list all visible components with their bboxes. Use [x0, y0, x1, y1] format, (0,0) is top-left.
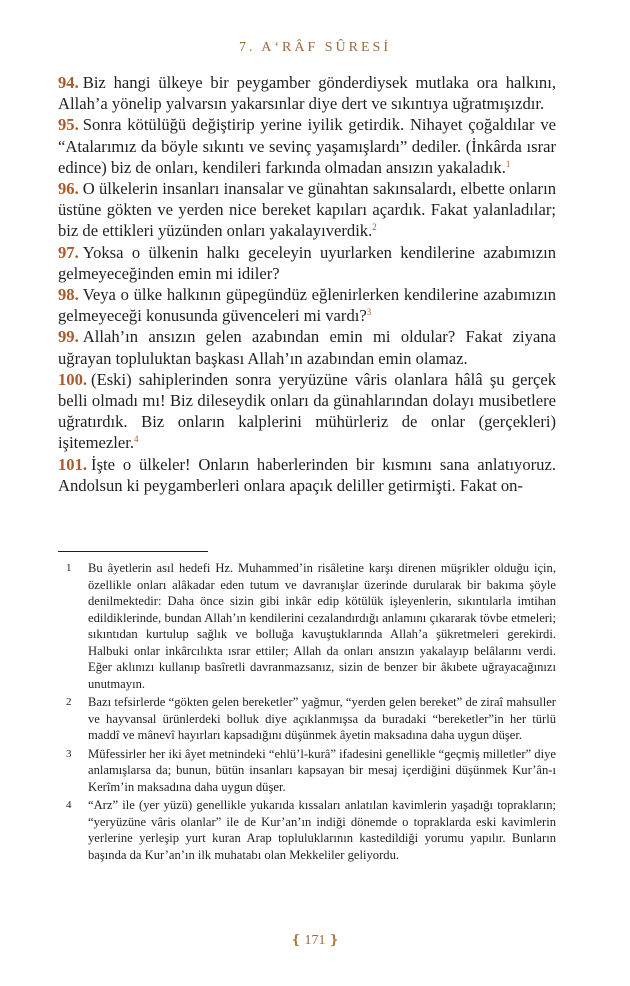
footnote-marker[interactable]: 2	[372, 222, 377, 233]
footnote-marker[interactable]: 3	[366, 307, 372, 318]
footnote-text: Müfessirler her iki âyet metnindeki “ehlü’l-kurâ” ifadesini genellikle “geçmiş milletler” diye anlamışlarsa da; bunun, bütün insanları kapsayan bir mesaj içerdiğini düşünmek Kur’ân-ı Kerîm’in maksadına daha uygun düşer.	[88, 746, 556, 794]
footnote-3	[58, 746, 556, 796]
verse-number: 99.	[58, 327, 79, 347]
verse-96	[58, 178, 556, 242]
footnote-divider	[58, 551, 208, 552]
footnote-marker[interactable]: 4	[134, 434, 139, 445]
verse-text: Sonra kötülüğü değiştirip yerine iyilik getirdik. Nihayet çoğaldılar ve “Atalarımız da böyle sıkıntı ve sevinç yaşamışlardı” dediler. (İnkârda ısrar edince) biz de onları, kendileri farkında olmadan ansızın yakaladık.	[58, 115, 556, 177]
verse-97	[58, 242, 556, 284]
verse-text: Veya o ülke halkının güpegündüz eğlenirlerken kendilerine azabımızın gelmeyeceği konusunda güvenceleri mi vardı?	[58, 285, 556, 326]
verse-body	[58, 72, 556, 496]
verse-101	[58, 454, 556, 496]
running-head: 7. A‘RÂF SÛRESİ	[239, 40, 391, 55]
footnote-number: 2	[66, 696, 72, 708]
footnote-4	[58, 797, 556, 863]
footnote-1	[58, 560, 556, 692]
footnote-number: 3	[66, 747, 72, 760]
footnote-text: “Arz” ile (yer yüzü) genellikle yukarıda kıssaları anlatılan kavimlerin yaşadığı toprakların; “yeryüzüne vâris olanlar” ile de Kur’an’ın indiği dönemde o topraklarda eski kavimlerin yerlerine yerleşip yurt kuran Arap topluluklarının kastedildiği yorumu yapılır. Bunların başında da Kur’an’ın ilk muhatabı olan Mekkeliler geliyordu.	[88, 798, 556, 862]
verse-number: 98.	[58, 285, 79, 305]
ornament-left-icon: ❴	[290, 932, 302, 947]
footnote-text: Bu âyetlerin asıl hedefi Hz. Muhammed’in risâletine karşı direnen müşrikler olduğu için, özellikle onları alâkadar eden tutum ve davranışlar üzerinde durularak bir bakıma şöyle denilmektedir: Daha önce sizin gibi inkâr edip kötülük işleyenlerin, sıkıntılarla imtihan edildiklerinde, bundan Allah’ın kendilerini cezalandırdığı anlamını çıkararak tövbe etmeleri; sıkıntıdan kurtulup sağlık ve bolluğa kavuştuklarında Allah’a şükretmeleri gerekirdi. Halbuki onlar inkârcılıkta ısrar ettiler; Allah da onları ansızın yakalayıp belâlarını verdi. Eğer aklınızı kullanıp basîretli davranmazsanız, sizin de benzer bir âkıbete uğrayacağınızı unutmayın.	[88, 561, 556, 691]
footnote-2	[58, 694, 556, 744]
page-number-value: 171	[304, 933, 326, 948]
page-number	[0, 932, 630, 949]
verse-text: Yoksa o ülkenin halkı geceleyin uyurlarken kendilerine azabımızın gelmeyeceğinden emin mi idiler?	[58, 242, 556, 283]
verse-number: 101.	[58, 454, 88, 474]
verse-text: İşte o ülkeler! Onların haberlerinden bir kısmını sana anlatıyoruz. Andolsun ki peygamberleri onlara apaçık deliller getirmişti. Fakat on-	[58, 454, 556, 495]
verse-99	[58, 326, 556, 368]
verse-number: 94.	[58, 73, 79, 92]
verse-text: Allah’ın ansızın gelen azabından emin mi oldular? Fakat ziyana uğrayan topluluktan başkası Allah’ın azabından emin olamaz.	[58, 327, 556, 368]
ornament-right-icon: ❵	[328, 932, 340, 947]
verse-95	[58, 114, 556, 178]
footnote-number: 4	[66, 799, 72, 811]
footnote-number: 1	[66, 562, 72, 574]
footnote-marker[interactable]: 1	[505, 158, 511, 169]
verse-number: 97.	[58, 242, 79, 262]
verse-number: 95.	[58, 115, 79, 135]
verse-98	[58, 284, 556, 326]
verse-number: 96.	[58, 179, 79, 199]
footnote-text: Bazı tefsirlerde “gökten gelen bereketler” yağmur, “yerden gelen bereket” de ziraî mahsuller ve hayvansal ürünlerdeki bolluk diye açıklanmışsa da buradaki “bereketler”in her türlü maddî ve mânevî hayırları kapsadığını düşünmek âyetin maksadına daha uygun düşer.	[88, 695, 556, 742]
verse-number: 100.	[58, 369, 88, 389]
footnotes	[58, 560, 556, 865]
verse-text: (Eski) sahiplerinden sonra yeryüzüne vâris olanlara hâlâ şu gerçek belli olmadı mı! Biz dileseydik onları da günahlarından dolayı musibetlere uğratırdık. Biz onların kalplerini mühürleriz de onlar (gerçekleri) işitemezler.	[58, 369, 556, 453]
verse-text: O ülkelerin insanları inansalar ve günahtan sakınsalardı, elbette onların üstüne gökten ve yerden nice bereket kapıları açardık. Fakat yalanladılar; biz de ettikleri yüzünden onları yakalayıverdik.	[58, 179, 556, 241]
verse-94	[58, 72, 556, 114]
verse-100	[58, 369, 556, 454]
verse-text: Biz hangi ülkeye bir peygamber gönderdiysek mutlaka ora halkını, Allah’a yönelip yalvarsın yakarsınlar diye dert ve sıkıntıya uğratmışızdır.	[58, 73, 556, 114]
